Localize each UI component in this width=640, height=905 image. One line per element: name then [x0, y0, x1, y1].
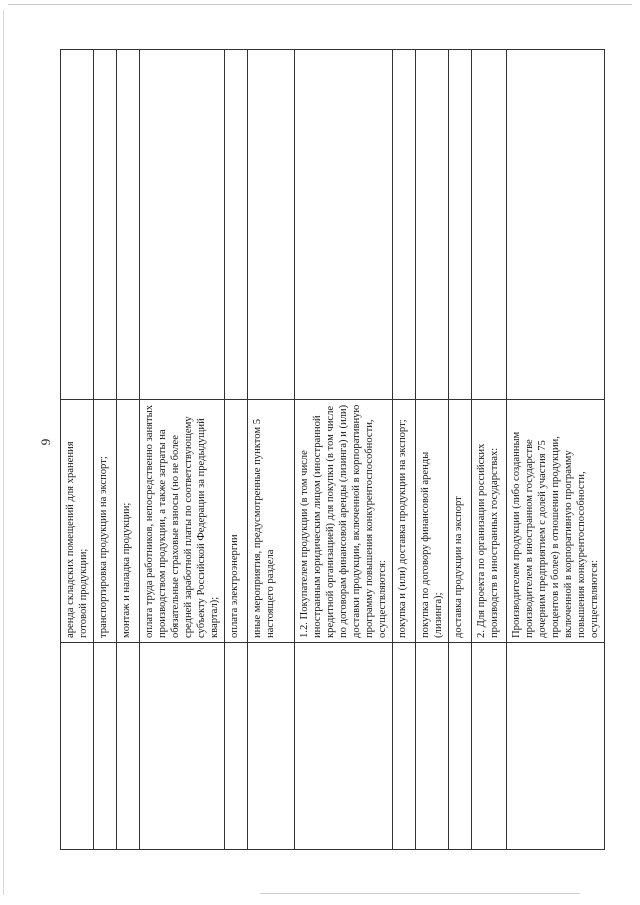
table-cell-left	[416, 643, 449, 850]
cell-text: монтаж и наладка продукции;	[121, 502, 132, 638]
table-cell-text	[117, 400, 140, 643]
table-row	[140, 50, 225, 850]
page-number: 9	[38, 438, 53, 446]
table-cell-right	[507, 50, 605, 400]
table-row	[295, 50, 393, 850]
table-cell-left	[61, 643, 94, 850]
table-cell-left	[248, 643, 295, 850]
cell-text: доставка продукции на экспорт	[453, 496, 464, 638]
table-cell-text	[507, 400, 605, 643]
table-cell-left	[117, 643, 140, 850]
scan-edge-bottom	[260, 893, 580, 894]
table-cell-left	[94, 643, 117, 850]
cell-text: иные мероприятия, предусмотренные пунктом 5 настоящего раздела	[252, 418, 276, 638]
table-cell-text	[472, 400, 507, 643]
table-cell-text	[248, 400, 295, 643]
table-cell-text	[449, 400, 472, 643]
table-cell-text	[393, 400, 416, 643]
table-row	[225, 50, 248, 850]
rotated-page-content	[38, 50, 600, 850]
document-table	[60, 49, 605, 850]
table-cell-right	[248, 50, 295, 400]
cell-text: 2. Для проекта по организации российских производств в иностранных государствах:	[476, 443, 500, 638]
table-cell-right	[295, 50, 393, 400]
table-row	[393, 50, 416, 850]
table-row	[416, 50, 449, 850]
table-row	[449, 50, 472, 850]
table-cell-left	[449, 643, 472, 850]
cell-text: Производителем продукции (либо созданным производителем в иностранном государстве дочерним предприятием с долей участия 75 процентов и более) в отношении продукции, включенной в корпоративную программу повышения конкурентоспособности, осуществляются:	[511, 431, 600, 638]
table-cell-left	[295, 643, 393, 850]
table-cell-left	[140, 643, 225, 850]
table-cell-text	[61, 400, 94, 643]
cell-text: транспортировка продукции на экспорт;	[98, 456, 109, 638]
table-cell-text	[140, 400, 225, 643]
cell-text: 1.2. Покупателем продукции (в том числе иностранным юридическим лицом (иностранной кредитной организацией) для покупки (в том числе по договорам финансовой аренды (лизинга) и (или) доставки продукции, включенной в корпоративную программу повышения конкурентоспособности, осуществляются:	[299, 404, 388, 638]
cell-text: оплата труда работников, непосредственно занятых производством продукции, а также затраты на обязательные страховые взносы (но не более средней заработной платы по соответствующему субъекту Российской Федерации за предыдущий квартал);	[144, 404, 220, 638]
table-row	[507, 50, 605, 850]
table-cell-right	[117, 50, 140, 400]
table-cell-text	[225, 400, 248, 643]
table-cell-right	[416, 50, 449, 400]
table-cell-right	[140, 50, 225, 400]
scan-edge-top	[8, 4, 632, 5]
table-row	[248, 50, 295, 850]
table-cell-text	[94, 400, 117, 643]
table-cell-right	[225, 50, 248, 400]
table-cell-right	[61, 50, 94, 400]
table-cell-right	[393, 50, 416, 400]
table-cell-text	[416, 400, 449, 643]
table-cell-left	[507, 643, 605, 850]
cell-text: покупка по договору финансовой аренды (лизинга);	[420, 451, 444, 638]
table-row	[117, 50, 140, 850]
cell-text: оплата электроэнергии	[229, 534, 240, 638]
table-row	[94, 50, 117, 850]
cell-text: аренда складских помещений для хранения готовой продукции;	[65, 441, 89, 638]
table-row	[472, 50, 507, 850]
scan-edge-left	[3, 10, 4, 895]
table-row	[61, 50, 94, 850]
table-cell-left	[393, 643, 416, 850]
table-cell-text	[295, 400, 393, 643]
table-cell-right	[94, 50, 117, 400]
table-cell-right	[449, 50, 472, 400]
cell-text: покупка и (или) доставка продукции на экспорт;	[397, 419, 408, 638]
table-cell-right	[472, 50, 507, 400]
table-cell-left	[472, 643, 507, 850]
table-cell-left	[225, 643, 248, 850]
